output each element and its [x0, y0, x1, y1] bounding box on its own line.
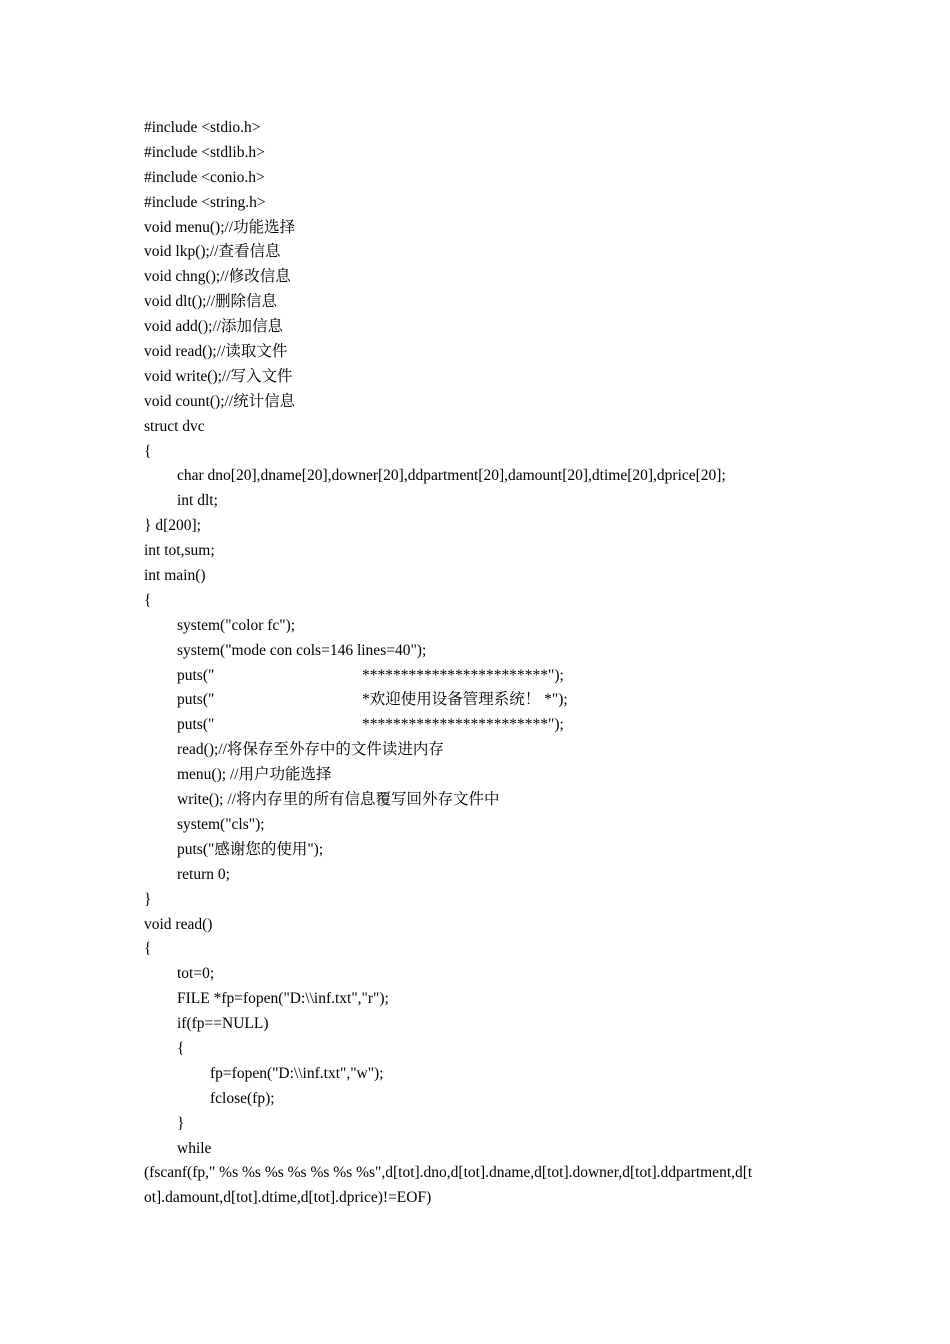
code-line: fclose(fp); [210, 1089, 275, 1107]
code-line: system("color fc"); [177, 616, 296, 634]
code-line: void count();//统计信息 [144, 392, 296, 410]
code-token: puts(" [177, 666, 215, 684]
code-line: void write();//写入文件 [144, 367, 293, 385]
code-line [144, 664, 824, 689]
code-line: { [177, 1039, 185, 1057]
code-line: system("cls"); [177, 815, 265, 833]
code-line: void chng();//修改信息 [144, 268, 291, 286]
code-line: } [144, 890, 152, 908]
code-line: if(fp==NULL) [177, 1015, 269, 1033]
code-line: void lkp();//查看信息 [144, 243, 281, 261]
code-line: void menu();//功能选择 [144, 218, 296, 236]
code-line: #include <stdlib.h> [144, 143, 265, 161]
code-line [144, 688, 824, 713]
code-line: int tot,sum; [144, 542, 215, 560]
code-line: return 0; [177, 865, 230, 883]
code-line: #include <stdio.h> [144, 119, 261, 136]
code-line: FILE *fp=fopen("D:\\inf.txt","r"); [177, 990, 389, 1008]
code-line: (fscanf(fp," %s %s %s %s %s %s %s",d[tot].dno,d[tot].dname,d[tot].downer,d[tot].ddpartment,d[t [144, 1164, 753, 1182]
code-line: { [144, 940, 152, 958]
code-line: while [177, 1139, 212, 1157]
code-line: #include <string.h> [144, 193, 266, 211]
code-line: char dno[20],dname[20],downer[20],ddpartment[20],damount[20],dtime[20],dprice[20]; [177, 467, 726, 485]
code-line: { [144, 442, 152, 460]
code-token: *欢迎使用设备管理系统！ *"); [362, 691, 568, 709]
code-line: fp=fopen("D:\\inf.txt","w"); [210, 1064, 384, 1082]
code-line: menu(); //用户功能选择 [177, 766, 332, 784]
code-line: system("mode con cols=146 lines=40"); [177, 641, 427, 659]
code-line: } [177, 1114, 185, 1132]
code-token: ************************"); [362, 666, 564, 684]
code-line: void read() [144, 915, 213, 933]
code-line [144, 713, 824, 738]
code-line: int dlt; [177, 492, 218, 510]
code-line: int main() [144, 567, 206, 585]
code-line: tot=0; [177, 965, 215, 983]
code-line: puts("感谢您的使用"); [177, 840, 324, 858]
code-line: { [144, 591, 152, 609]
code-line: struct dvc [144, 417, 205, 435]
code-line: read();//将保存至外存中的文件读进内存 [177, 741, 444, 759]
code-token: puts(" [177, 716, 215, 734]
code-line: void dlt();//删除信息 [144, 293, 278, 311]
code-listing [144, 116, 824, 1211]
code-line: void read();//读取文件 [144, 343, 288, 361]
code-line: write(); //将内存里的所有信息覆写回外存文件中 [177, 791, 500, 809]
code-line: } d[200]; [144, 517, 201, 535]
code-token: ************************"); [362, 716, 564, 734]
code-line: ot].damount,d[tot].dtime,d[tot].dprice)!=EOF) [144, 1189, 432, 1207]
code-token: puts(" [177, 691, 215, 709]
code-line: void add();//添加信息 [144, 318, 284, 336]
code-line: #include <conio.h> [144, 168, 265, 186]
